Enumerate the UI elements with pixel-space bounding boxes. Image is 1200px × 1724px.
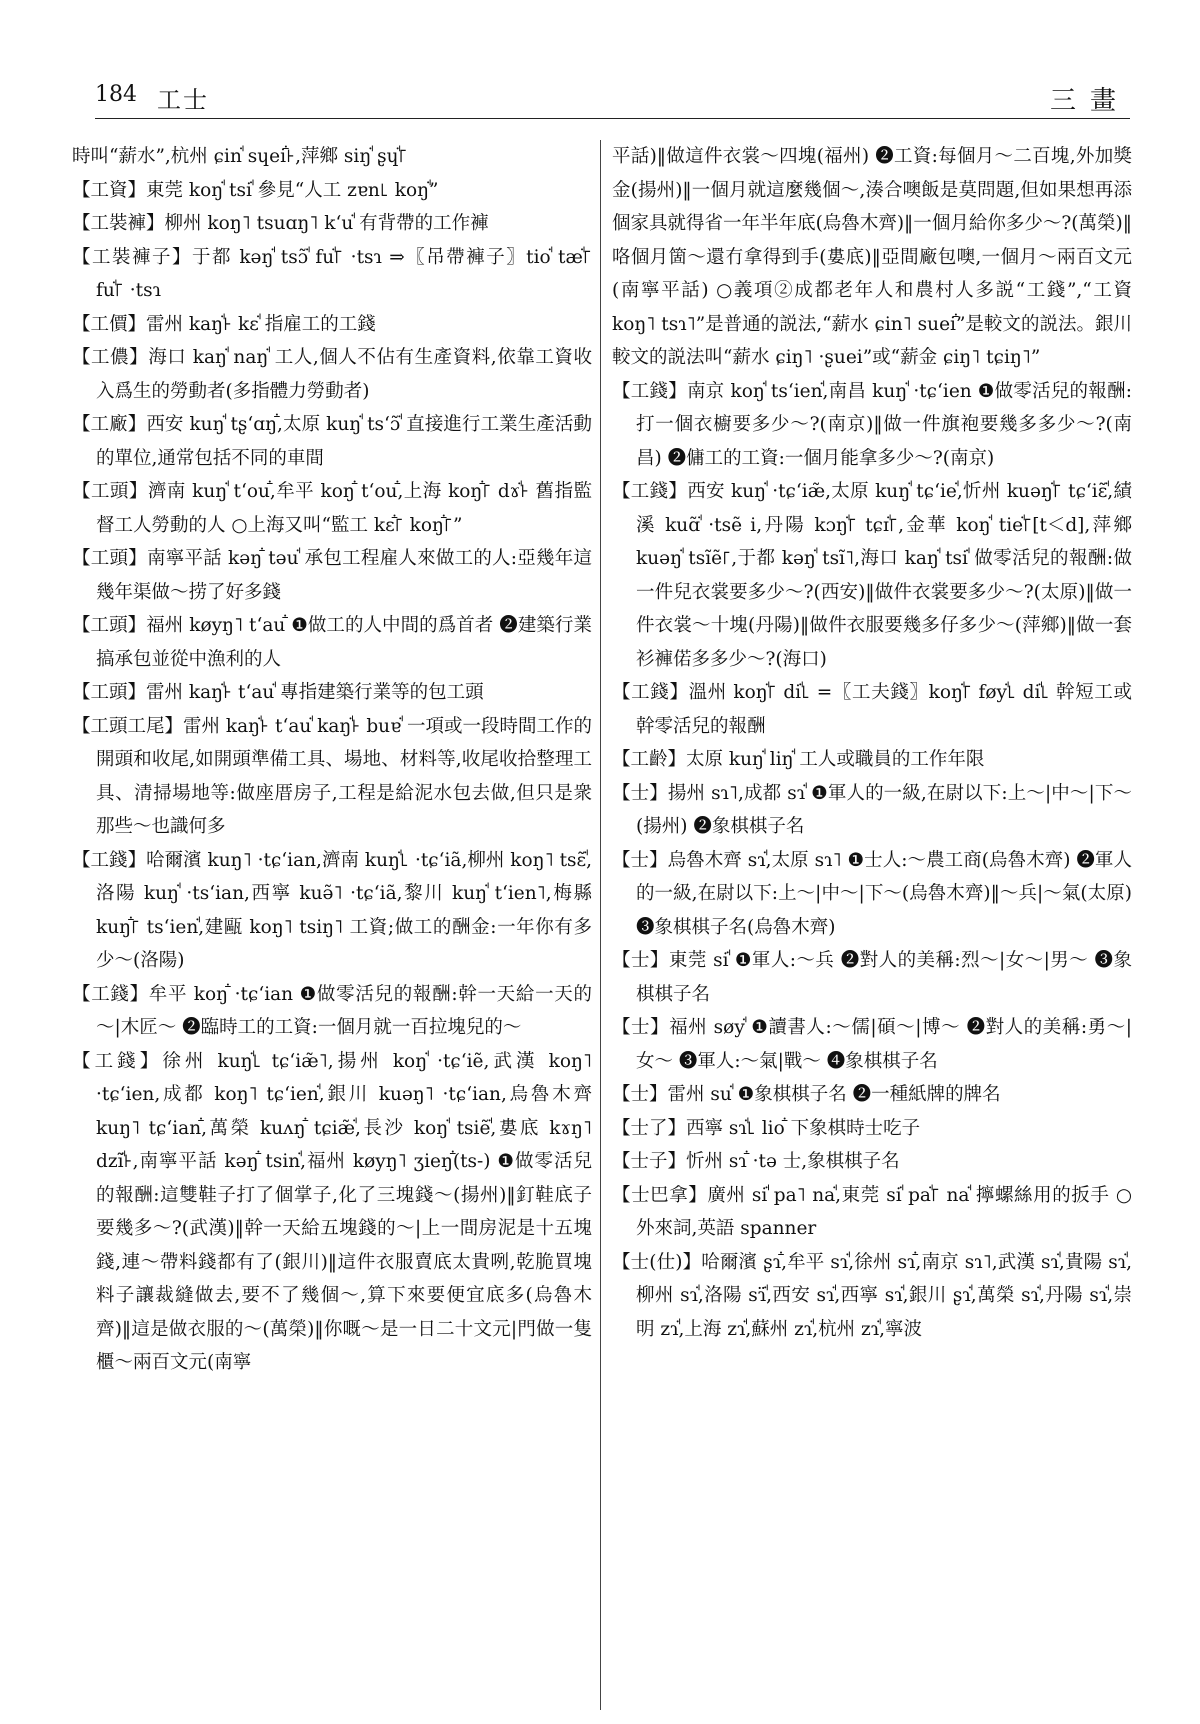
dictionary-entry: 平話)‖做這件衣裳～四塊(福州) ❷工資:每個月～二百塊,外加獎金(揚州)‖一個月就這麼幾個～,湊合噢飯是莫問題,但如果想再添個家具就得省一年半年底(烏魯木齊)‖一個月給你多少～?(萬榮)‖咯個月箇～還冇拿得到手(婁底)‖亞間廠包噢,一個月～兩百文元(南寧平話) ○義項②成都老年人和農村人多説“工錢”,“工資 koŋ˥ tsɿ˥”是普通的説法,“薪水 ɕin˥ sueiꜙ”是較文的説法。銀川較文的説法叫“薪水 ɕiŋ˥ ·ʂuei”或“薪金 ɕiŋ˥ tɕiŋ˥”: [612, 146, 1132, 368]
dictionary-entry: 【工錢】哈爾濱 kuŋ˥ ·tɕʻian,濟南 kuŋꜗ꜖ ·tɕʻiã,柳州 koŋ˥ tsɛ̃ꜗ,洛陽 kuŋꜗ ·tsʻian,西寧 kuə̃˥ ·tɕʻiã,黎川 kuŋꜗ tʻien˥,梅縣 kuŋꜙ꜒ tsʻienꜗ,建甌 koŋ˥ tsiŋ˥ 工資;做工的酬金:一年你有多少～(洛陽): [72, 849, 592, 971]
dictionary-entry: 【工頭工尾】雷州 kaŋꜗ꜔ tʻauꜗ kaŋꜗ꜔ buɐꜗ 一項或一段時間工作的開頭和收尾,如開頭準備工具、場地、材料等,收尾收拾整理工具、清掃場地等:做座厝房子,工程是給泥水包去做,但只是衆那些～也識何多: [72, 715, 592, 837]
page-number: 184: [95, 82, 137, 107]
right-column: [612, 140, 1132, 1715]
dictionary-entry: 【工廠】西安 kuŋꜗ tʂʻɑŋꜙ,太原 kuŋꜗ tsʻɔ̃ꜗ 直接進行工業生產活動的單位,通常包括不同的車間: [72, 414, 592, 469]
dictionary-entry: 【工頭】福州 køyŋ˥ tʻauꜙ ❶做工的人中間的爲首者 ❷建築行業搞承包並從中漁利的人: [72, 615, 592, 670]
dictionary-entry: 【工錢】牟平 koŋꜙ ·tɕʻian ❶做零活兒的報酬:幹一天給一天的～|木匠～ ❷臨時工的工資:一個月就一百拉塊兒的～: [72, 983, 592, 1038]
dictionary-entry: 【工價】雷州 kaŋꜗ꜔ kɛꜗ 指雇工的工錢: [72, 313, 376, 335]
dictionary-entry: 【工頭】南寧平話 kəŋꜙ təuꜗ 承包工程雇人來做工的人:亞幾年這幾年渠做～捞了好多錢: [72, 548, 592, 603]
dictionary-entry: 【士了】西寧 sɿꜗ꜖ lioꜙ 下象棋時士吃子: [612, 1117, 921, 1139]
dictionary-entry: 【士巴拿】廣州 siꜗ pa˥ naꜗ,東莞 siꜗ paꜗ꜒ naꜗ 擰螺絲用的扳手 ○外來詞,英語 spanner: [612, 1184, 1132, 1239]
section-title: 三畫: [1049, 86, 1130, 116]
dictionary-entry: 【士(仕)】哈爾濱 ʂɿꜙ,牟平 sɿꜗ,徐州 sɿꜙ,南京 sɿ˥,武漢 sɿꜗ,貴陽 sɿꜗ,柳州 sɿꜗ,洛陽 sɿ̈ꜗ,西安 sɿꜗ,西寧 sɿꜗ,銀川 ʂɿꜗ,萬榮 sɿꜗ,丹陽 sɿꜗ,崇明 zɿꜗ,上海 zɿꜗ,蘇州 zɿꜗ,杭州 zɿꜗ,寧波: [612, 1251, 1132, 1340]
dictionary-entry: 【士】烏魯木齊 sɿꜗ,太原 sɿ˥ ❶士人:～農工商(烏魯木齊) ❷軍人的一級,在尉以下:上～|中～|下～(烏魯木齊)‖～兵|～氣(太原) ❸象棋棋子名(烏魯木齊): [612, 849, 1132, 938]
dictionary-entry: 【工儂】海口 kaŋꜗ naŋꜗ 工人,個人不佔有生產資料,依靠工資收入爲生的勞動者(多指體力勞動者): [72, 347, 592, 402]
dictionary-entry: 【工錢】徐州 kuŋꜗ꜖ tɕʻiæ̃˥,揚州 koŋꜗ ·tɕʻiẽ,武漢 koŋ˥ ·tɕʻien,成都 koŋ˥ tɕʻienꜗ,銀川 kuəŋ˥ ·tɕʻian,烏魯木齊 kuŋ˥ tɕʻianꜙ,萬榮 kuʌŋꜙ tɕiæ̃ꜗ,長沙 koŋꜗ tsiẽꜗ,婁底 kɤŋ˥ dzĩꜗ꜔,南寧平話 kəŋꜙ tsinꜗ,福州 køyŋ˥ ʒieŋꜙ(ts-) ❶做零活兒的報酬:這雙鞋子打了個掌子,化了三塊錢～(揚州)‖釘鞋底子要幾多～?(武漢)‖幹一天給五塊錢的～|上一間房泥是十五塊錢,連～帶料錢都有了(銀川)‖這件衣服賣底太貴咧,乾脆買塊料子讓裁縫做去,要不了幾個～,算下來要便宜底多(烏魯木齊)‖這是做衣服的～(萬榮)‖你嘅～是一日二十文元|門做一隻櫃～兩百文元(南寧: [72, 1050, 592, 1373]
dictionary-entry: 【工裝褲子】于都 kəŋꜗ tsɔ̃ꜗ fuꜗ꜒ ·tsɿ ⇒〖吊帶褲子〗tioꜗ tæꜗ꜒ fuꜗ꜒ ·tsɿ: [72, 246, 592, 301]
dictionary-entry: 【士】雷州 suꜗ ❶象棋棋子名 ❷一種紙牌的牌名: [612, 1084, 1001, 1105]
dictionary-entry: 時叫“薪水”,杭州 ɕinꜗ sɥeiꜙ꜔,萍鄉 siŋꜗ ʂɥꜗ꜒: [72, 146, 408, 167]
column-divider: [600, 140, 601, 1710]
dictionary-entry: 【士子】忻州 sɿꜙ ·tə 士,象棋棋子名: [612, 1151, 900, 1172]
dictionary-entry: 【工錢】溫州 koŋꜗ꜒ diꜗ꜖ =〖工夫錢〗koŋꜗ꜒ føyꜗ꜖ diꜗ꜖ 幹短工或幹零活兒的報酬: [612, 682, 1132, 737]
dictionary-entry: 【工資】東莞 koŋꜗ tsiꜗ 參見“人工 zɐn꜖ koŋꜗ”: [72, 179, 439, 201]
header-title: 工士: [157, 86, 209, 114]
dictionary-entry: 【工齡】太原 kuŋꜗ liŋꜗ 工人或職員的工作年限: [612, 749, 985, 770]
dictionary-entry: 【工頭】濟南 kuŋꜗ tʻouꜙ,牟平 koŋꜙ tʻouꜙ,上海 koŋꜙ꜒ dɤꜗ꜔ 舊指監督工人勞動的人 ○上海又叫“監工 kɛꜙ꜒ koŋꜙ꜒”: [72, 481, 592, 536]
dictionary-entry: 【士】東莞 siꜗ ❶軍人:～兵 ❷對人的美稱:烈～|女～|男～ ❸象棋棋子名: [612, 950, 1132, 1005]
dictionary-entry: 【士】揚州 sɿ˥,成都 sɿꜗ ❶軍人的一級,在尉以下:上～|中～|下～(揚州) ❷象棋棋子名: [612, 782, 1132, 837]
dictionary-entry: 【工錢】南京 koŋꜗ tsʻienꜗ,南昌 kuŋꜗ ·tɕʻien ❶做零活兒的報酬:打一個衣櫥要多少～?(南京)‖做一件旗袍要幾多多少～?(南昌) ❷傭工的工資:一個月能拿多少～?(南京): [612, 380, 1132, 469]
dictionary-entry: 【工頭】雷州 kaŋꜗ꜔ tʻauꜗ 專指建築行業等的包工頭: [72, 682, 484, 703]
left-column: [72, 140, 592, 1715]
page-header: [95, 78, 1130, 119]
dictionary-entry: 【工裝褲】柳州 koŋ˥ tsuɑŋ˥ kʻuꜗ 有背帶的工作褲: [72, 213, 489, 234]
dictionary-entry: 【工錢】西安 kuŋꜗ ·tɕʻiæ̃,太原 kuŋꜗ tɕʻieꜗ,忻州 kuəŋꜗ꜒ tɕʻiɛ̃ꜗ,績溪 kuɑ̃ꜗ ·tsẽ i,丹陽 kɔŋꜗ꜒ tɕɪꜗ꜒,金華 koŋꜗ tieꜗ꜒[t＜d],萍鄉 kuəŋꜗ tsĩẽ꜒,于都 kəŋꜗ tsĩ˥,海口 kaŋꜗ tsiꜗ 做零活兒的報酬:做一件兒衣裳要多少～?(西安)‖做件衣裳要多少～?(太原)‖做一件衣裳～十塊(丹陽)‖做件衣服要幾多仔多少～(萍鄉)‖做一套衫褲偌多多少～?(海口): [612, 481, 1132, 670]
dictionary-entry: 【士】福州 søyꜗ ❶讀書人:～儒|碩～|博～ ❷對人的美稱:勇～|女～ ❸軍人:～氣|戰～ ❹象棋棋子名: [612, 1017, 1132, 1072]
